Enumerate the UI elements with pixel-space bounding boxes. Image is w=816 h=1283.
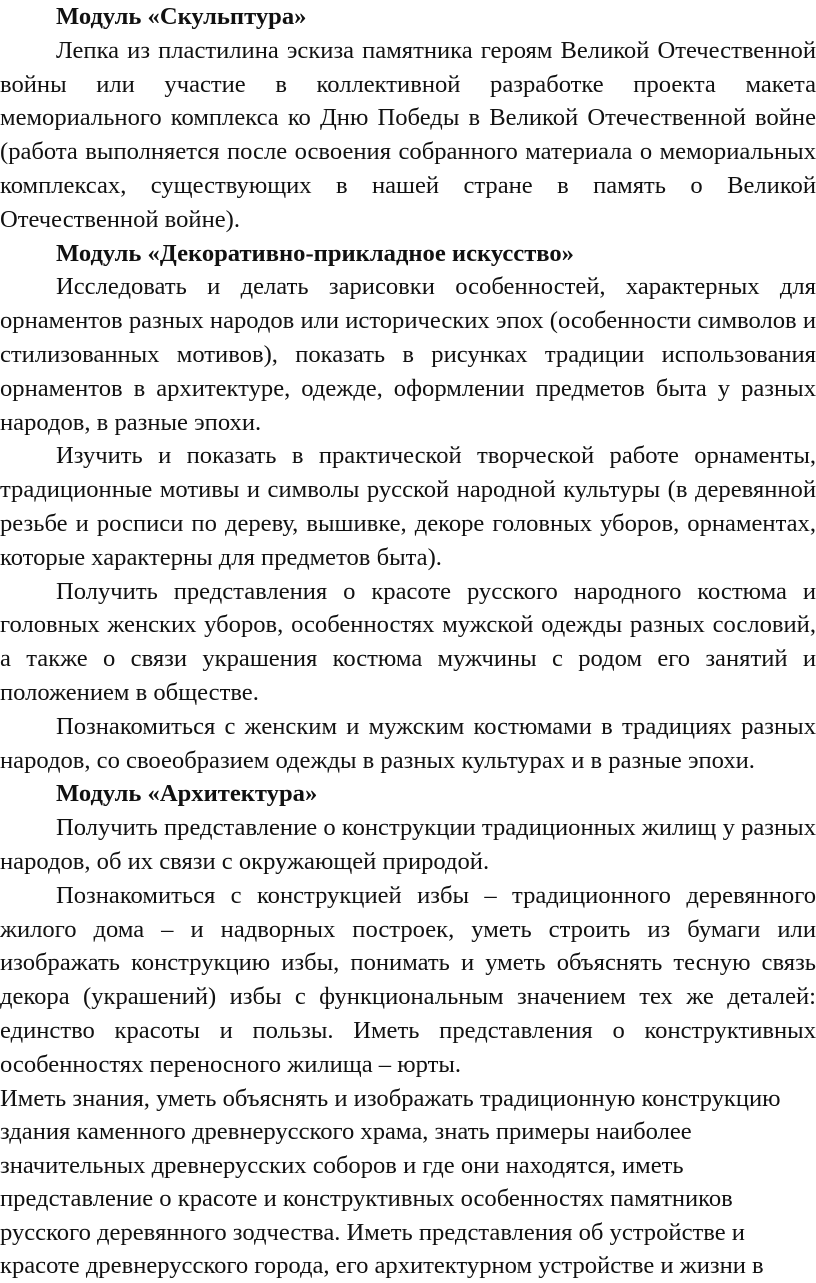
section-heading-decorative-art: Модуль «Декоративно-прикладное искусство»	[56, 239, 574, 267]
paragraph-decorative-2: Изучить и показать в практической творческой работе орнаменты, традиционные мотивы и символы русской народной культуры (в деревянной резьбе и росписи по дереву, вышивке, декоре головных уборов, орнаментах, которые характерны для предметов быта).	[0, 442, 816, 571]
paragraph-architecture-3: Иметь знания, уметь объяснять и изображать традиционную конструкцию здания каменного древнерусского храма, знать примеры наиболее значительных древнерусских соборов и где они находятся, иметь представление о красоте и конструктивных особенностях памятников русского деревянного зодчества. Иметь представления об устройстве и красоте древнерусского города, его архитектурном устройстве и жизни в	[0, 1084, 781, 1279]
paragraph-decorative-4: Познакомиться с женским и мужским костюмами в традициях разных народов, со своеобразием одежды в разных культурах и в разные эпохи.	[0, 712, 816, 774]
paragraph-decorative-1: Исследовать и делать зарисовки особенностей, характерных для орнаментов разных народов или исторических эпох (особенности символов и стилизованных мотивов), показать в рисунках традиции использования орнаментов в архитектуре, одежде, оформлении предметов быта у разных народов, в разные эпохи.	[0, 273, 816, 436]
section-heading-architecture: Модуль «Архитектура»	[56, 780, 318, 808]
paragraph-decorative-3: Получить представления о красоте русского народного костюма и головных женских уборов, особенностях мужской одежды разных сословий, а также о связи украшения костюма мужчины с родом его занятий и положением в обществе.	[0, 577, 816, 706]
paragraph-architecture-1: Получить представление о конструкции традиционных жилищ у разных народов, об их связи с окружающей природой.	[0, 814, 816, 875]
paragraph-architecture-2: Познакомиться с конструкцией избы – традиционного деревянного жилого дома – и надворных построек, уметь строить из бумаги или изображать конструкцию избы, понимать и уметь объяснять тесную связь декора (украшений) избы с функциональным значением тех же деталей: единство красоты и пользы. Иметь представления о конструктивных особенностях переносного жилища – юрты.	[0, 881, 816, 1078]
paragraph-sculpture-1: Лепка из пластилина эскиза памятника героям Великой Отечественной войны или участие в коллективной разработке проекта макета мемориального комплекса ко Дню Победы в Великой Отечественной войне (работа выполняется после освоения собранного материала о мемориальных комплексах, существующих в нашей стране в память о Великой Отечественной войне).	[0, 36, 816, 233]
section-heading-sculpture: Модуль «Скульптура»	[56, 3, 307, 30]
